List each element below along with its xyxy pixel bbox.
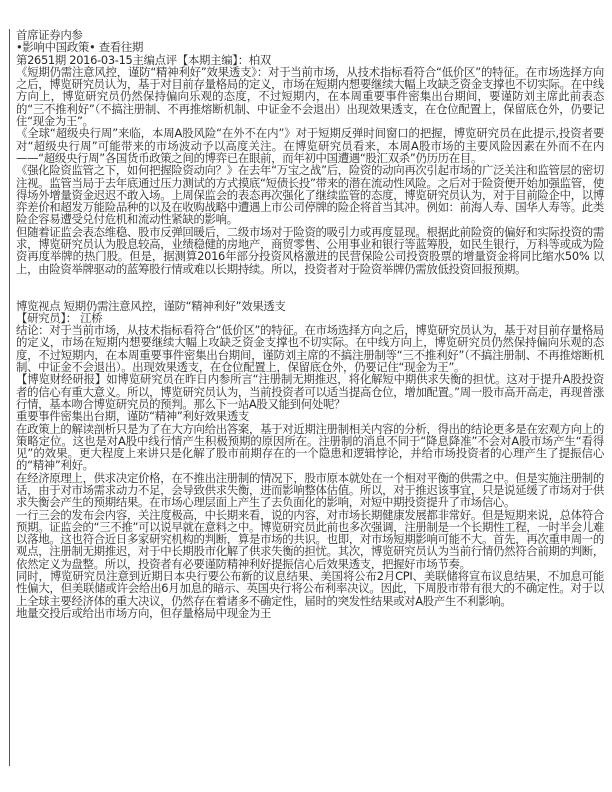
document-content [16,29,604,619]
analysis-paragraph-3: 一行三会的发布会内容，关注度极高，中长期来看，说的内容，对市场长期健康发展都非常好。但是短期来说，总体符合预期。证监会的“三不推”可以说早就在意料之中。博览研究员此前也多次强调，注册制是一个长期性工程，一时半会儿难以落地。这也符合近日多家研究机构的判断，算是市场的共识。也即，对市场短期影响可能不大。首先，再次重申周一的观点，注册制无期推迟，对于中长期股市化解了供求失衡的担忧。其次，博览研究员认为当前行情仍然符合前期的判断，依然定义为盘整。所以，投资者有必要谨防精神利好提振信心后效果透支，把握好市场节奏。 [16,507,604,571]
analysis-paragraph-4: 同时，博览研究员注意到近期日本央行要公布新的议息结果、美国将公布2月CPI、美联储将宣布议息结果，不加息可能性偏大，但美联储或许会给出6月加息的暗示、英国央行将公布利率决议。因此，下周股市带有很大的不确定性。对于以上全球主要经济体的重大决议，仍然存在着诸多不确定性，届时的突发性结果或对A股产生不利影响。 [16,569,604,608]
subheading-2: 地量交投后或给出市场方向，但存量格局中现金为王 [16,605,272,620]
newsletter-title: 首席证券内参 [16,28,83,42]
editor-comment-1: 《短期仍需注意风控，谨防“精神利好”效果透支》：对于当前市场，从技术指标看符合“低价区”的特征。在市场选择方向之后，博览研究员认为，基于对目前存量格局的定义，市场在短期内想要继续大幅上攻缺乏资金支撑也不切实际。在中线方向上，博览研究员仍然保持偏向乐观的态度，不过短期内，在本周重要事件密集出台期间，要谨防刘主席此前表态的“三不推利好”（不搞注册制、不再推熔断机制、中证金不会退出）出现效果透支，在仓位配置上，保留底仓外，仍要记住“现金为王”。 [16,64,604,129]
analysis-paragraph-2: 在经济原理上，供求决定价格，在不推出注册制的情况下，股市原本就处在一个相对平衡的供需之中。但是实施注册制的话，由于对市场需求动力不足，会导致供求失衡，进而影响整体估值。所以，对于推迟该事宜，只是说延缓了市场对于供求失衡会产生的预期结果。在市场心理层面上产生了去负面化的影响，对短中期投资提升了市场信心。 [16,470,604,510]
viewpoint-title: 博览视点 短期仍需注意风控，谨防“精神利好”效果透支 [16,298,286,313]
viewpoint-paragraph-1: 结论：对于当前市场，从技术指标看符合“低价区”的特征。在市场选择方向之后，博览研究员认为，基于对目前存量格局的定义，市场在短期内想要继续大幅上攻缺乏资金支撑也不切实际。在中线方向上，博览研究员仍然保持偏向乐观的态度，不过短期内，在本周重要事件密集出台期间，谨防刘主席的不搞注册制等“三不推利好”（不搞注册制、不再推熔断机制、中证金不会退出）。出现效果透支，在仓位配置上，保留底仓外，仍要记住“现金为王”。 [16,323,604,375]
nav-links[interactable]: •影响中国政策• 查看往期 [16,40,144,55]
editor-comment-2: 《全球“超级央行周”来临，本周A股风险“在外不在内”》对于短期反弹时间窗口的把握，博览研究员在此提示,投资者要对“超级央行周”可能带来的市场波动予以高度关注。在博览研究员看来，本周A股市场的主要风险因素在外而不在内——“超级央行周”各国货币政策之间的博弈已在眼前，而年初中国遭遇“股汇双杀”仍历历在目。 [16,126,604,165]
subheading-1: 重要事件密集出台期，谨防“精神”利好效果透支 [16,409,250,424]
editor-comment-3: 《强化险资监管之下，如何把握险资动向？》在去年“万宝之战”后，险资的动向再次引起市场的广泛关注和监管层的密切注视。监管当局于去年底通过压力测试的方式摸底“短债长投”带来的潜在流动性风险。之后对于险资便开始加强监管，使得场外增量资金迟迟不敢入场。上周保监会的表态再次强化了继续监管的态度，博览研究员认为，对于目前险企中，以博弈差价和超发万能险品种的以及在收购战略中遭遇上市公司停牌的险企将首当其冲。例如：前海人寿、国华人寿等。此类险企容易遭受兑付危机和流动性紧缺的影响。 [16,163,604,227]
document-page [9,29,604,766]
spacer [16,275,604,300]
viewpoint-paragraph-2: 【博览财经研报】如博览研究员在昨日内参所言“注册制无期推迟，将化解短中期供求失衡的担忧。这对于提升A股投资者的信心有重大意义。所以，博览研究员认为，当前投资者可以适当提高仓位，增加配置。”周一股市高开高走，再现普涨行情，基本吻合博览研究员的预判。那么下一站A股又能到何处呢？ [16,372,604,411]
researcher-line: 【研究员】： 江桥 [16,310,103,325]
header-nav [16,41,604,53]
issue-line: 第2651期 2016-03-15主编点评【本期主编】：柏双 [16,52,271,67]
editor-comment-4: 但随着证监会表态维稳、股市反弹回暖后，二级市场对于险资的吸引力或再度显现。根据此前险资的偏好和实际投资的需求，博览研究员认为股息较高，业绩稳健的房地产，商贸零售、公用事业和银行等蓝筹股，如民生银行，万科等或成为险资再度举牌的热门股。但是，据测算2016年部分投资风格激进的民营保险公司投资股票的增量资金将同比缩水50% 以上，由险资举牌驱动的蓝筹股行情或难以长期持续。所以，投资者对于险资举牌仍需放低投资回报预期。 [16,224,604,276]
analysis-paragraph-1: 在政策上的解读剖析只是为了在大方向给出答案，基于对近期注册制相关内容的分析，得出的结论更多是在宏观方向上的策略定位。这也是对A股中线行情产生积极预期的原因所在。注册制的消息不同于“降息降准”不会对A股市场产生“看得见”的效果。更大程度上来讲只是化解了股市前期存在的一个隐患和逻辑悖论，并给市场投资者的心理产生了提振信心的“精神”利好。 [16,421,604,473]
